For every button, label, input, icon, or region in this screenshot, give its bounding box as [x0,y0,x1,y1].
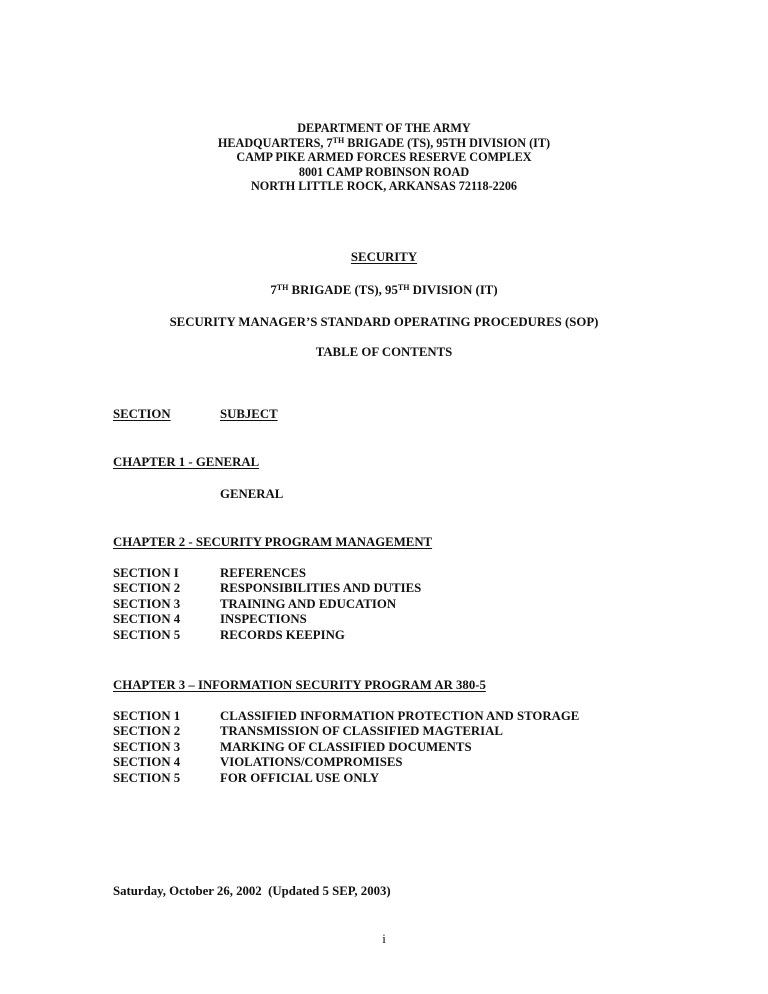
section-number: SECTION 4 [113,612,181,627]
sop-title: SECURITY MANAGER’S STANDARD OPERATING PROCEDURES (SOP) [169,315,599,329]
unit-text-c: DIVISION (IT) [409,283,498,297]
letterhead-department: DEPARTMENT OF THE ARMY [297,121,471,135]
hq-text: HEADQUARTERS, 7 [217,135,333,150]
unit-sup-a: TH [276,283,289,292]
letterhead-city: NORTH LITTLE ROCK, ARKANSAS 72118-2206 [250,179,518,194]
section-subject: REFERENCES [220,566,307,580]
toc-row [113,755,403,770]
section-subject: MARKING OF CLASSIFIED DOCUMENTS [220,739,472,754]
section-number: SECTION 3 [113,596,181,611]
toc-row [113,581,421,596]
chapter-subject: GENERAL [220,487,284,501]
toc-row [113,566,306,581]
section-number: SECTION 3 [113,739,181,754]
letterhead-street: 8001 CAMP ROBINSON ROAD [298,164,470,179]
section-subject: FOR OFFICIAL USE ONLY [220,770,380,785]
toc-row [113,740,472,755]
section-subject: RESPONSIBILITIES AND DUTIES [220,581,422,596]
section-number: SECTION I [113,566,179,580]
section-subject: VIOLATIONS/COMPROMISES [220,755,403,770]
section-subject: TRAINING AND EDUCATION [220,596,397,611]
section-number: SECTION 2 [113,581,181,596]
toc-row [113,771,379,786]
section-number: SECTION 2 [113,724,181,739]
chapter-title: CHAPTER 1 - GENERAL [113,455,260,469]
document-date: Saturday, October 26, 2002 (Updated 5 SEP, 2003) [113,884,391,898]
section-subject: RECORDS KEEPING [220,627,345,642]
unit-designation [0,283,768,298]
toc-row [113,597,396,612]
page-number: i [382,931,386,946]
toc-row [113,628,345,643]
section-subject: CLASSIFIED INFORMATION PROTECTION AND STORAGE [220,709,580,723]
unit-sup-b: TH [397,283,410,292]
chapter-title: CHAPTER 2 - SECURITY PROGRAM MANAGEMENT [113,535,433,549]
document-heading: SECURITY [350,250,418,264]
section-subject: INSPECTIONS [220,612,307,627]
toc-row [113,724,503,739]
section-number: SECTION 1 [113,709,181,723]
section-number: SECTION 5 [113,770,181,785]
chapter-title: CHAPTER 3 – INFORMATION SECURITY PROGRAM AR 380-5 [113,678,486,692]
toc-row [113,709,579,724]
toc-row [113,612,307,627]
hq-text-rest: BRIGADE (TS), 95TH DIVISION (IT) [344,135,551,150]
unit-text-b: BRIGADE (TS), 95 [288,283,398,297]
letterhead-complex: CAMP PIKE ARMED FORCES RESERVE COMPLEX [236,150,532,165]
letterhead-headquarters [0,136,768,151]
toc-title: TABLE OF CONTENTS [315,345,453,359]
section-number: SECTION 5 [113,627,181,642]
hq-superscript: TH [332,135,345,145]
section-subject: TRANSMISSION OF CLASSIFIED MAGTERIAL [220,724,503,739]
column-header-section: SECTION [113,407,171,421]
column-header-subject: SUBJECT [220,407,278,421]
section-number: SECTION 4 [113,755,181,770]
unit-text-a: 7 [270,283,277,297]
